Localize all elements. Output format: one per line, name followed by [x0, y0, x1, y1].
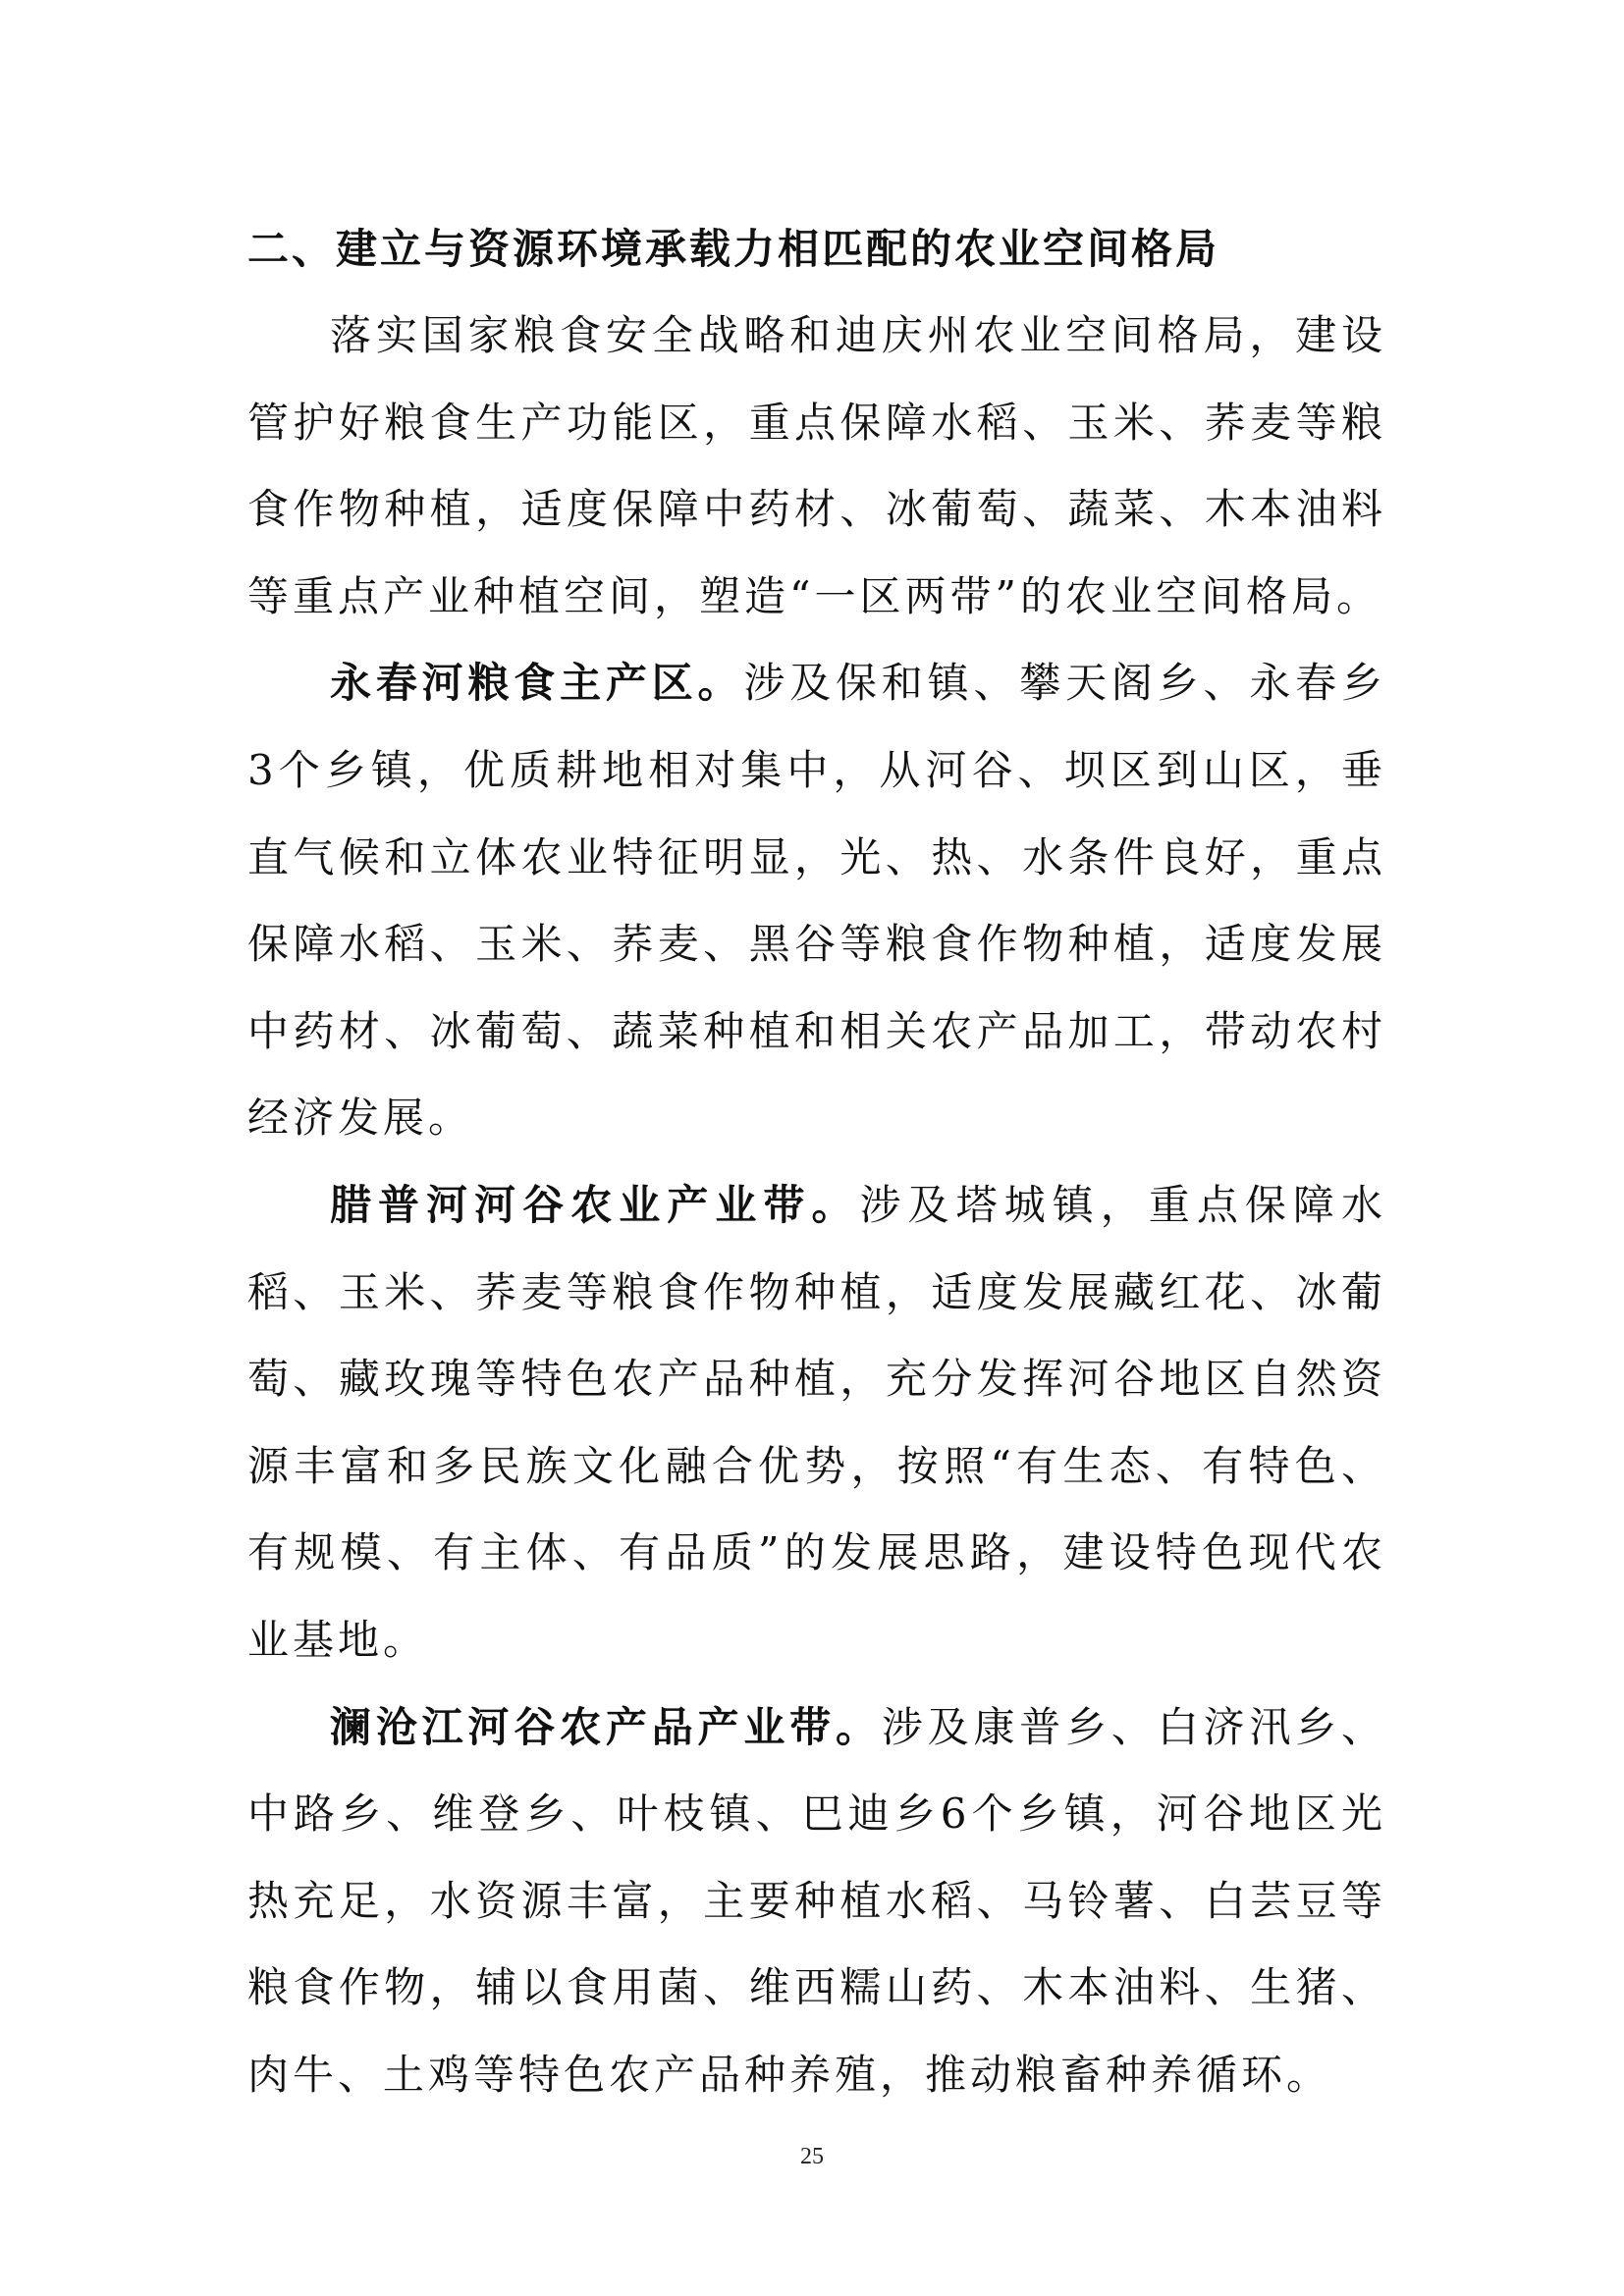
paragraph-text: 落实国家粮食安全战略和迪庆州农业空间格局，建设管护好粮食生产功能区，重点保障水稻、玉米、荞麦等粮食作物种植，适度保障中药材、冰葡萄、蔬菜、木本油料等重点产业种植空间，塑造“一区两带”的农业空间格局。: [247, 311, 1386, 620]
paragraph-text: 涉及保和镇、攀天阁乡、永春乡3个乡镇，优质耕地相对集中，从河谷、坝区到山区，垂直气候和立体农业特征明显，光、热、水条件良好，重点保障水稻、玉米、荞麦、黑谷等粮食作物种植，适度发展中药材、冰葡萄、蔬菜种植和相关农产品加工，带动农村经济发展。: [247, 659, 1386, 1143]
section-heading: 二、建立与资源环境承载力相匹配的农业空间格局: [247, 225, 1220, 273]
paragraph-lead: 腊普河河谷农业产业带。: [330, 1180, 860, 1229]
paragraph-lead: 永春河粮食主产区。: [330, 659, 744, 708]
paragraph-lead: 澜沧江河谷农产品产业带。: [330, 1702, 882, 1751]
document-body: [247, 206, 1386, 2118]
paragraph-yongchunhe: [247, 640, 1386, 1162]
paragraph-text: 涉及康普乡、白济汛乡、中路乡、维登乡、叶枝镇、巴迪乡6个乡镇，河谷地区光热充足，水资源丰富，主要种植水稻、马铃薯、白芸豆等粮食作物，辅以食用菌、维西糯山药、木本油料、生猪、肉牛、土鸡等特色农产品种养殖，推动粮畜种养循环。: [247, 1702, 1386, 2099]
page-number: 25: [800, 2144, 824, 2169]
paragraph-text: 涉及塔城镇，重点保障水稻、玉米、荞麦等粮食作物种植，适度发展藏红花、冰葡萄、藏玫瑰等特色农产品种植，充分发挥河谷地区自然资源丰富和多民族文化融合优势，按照“有生态、有特色、有规模、有主体、有品质”的发展思路，建设特色现代农业基地。: [247, 1180, 1386, 1664]
paragraph-lancangjiang: [247, 1684, 1386, 2119]
paragraph-intro: [247, 293, 1386, 640]
paragraph-lapuhe: [247, 1162, 1386, 1684]
